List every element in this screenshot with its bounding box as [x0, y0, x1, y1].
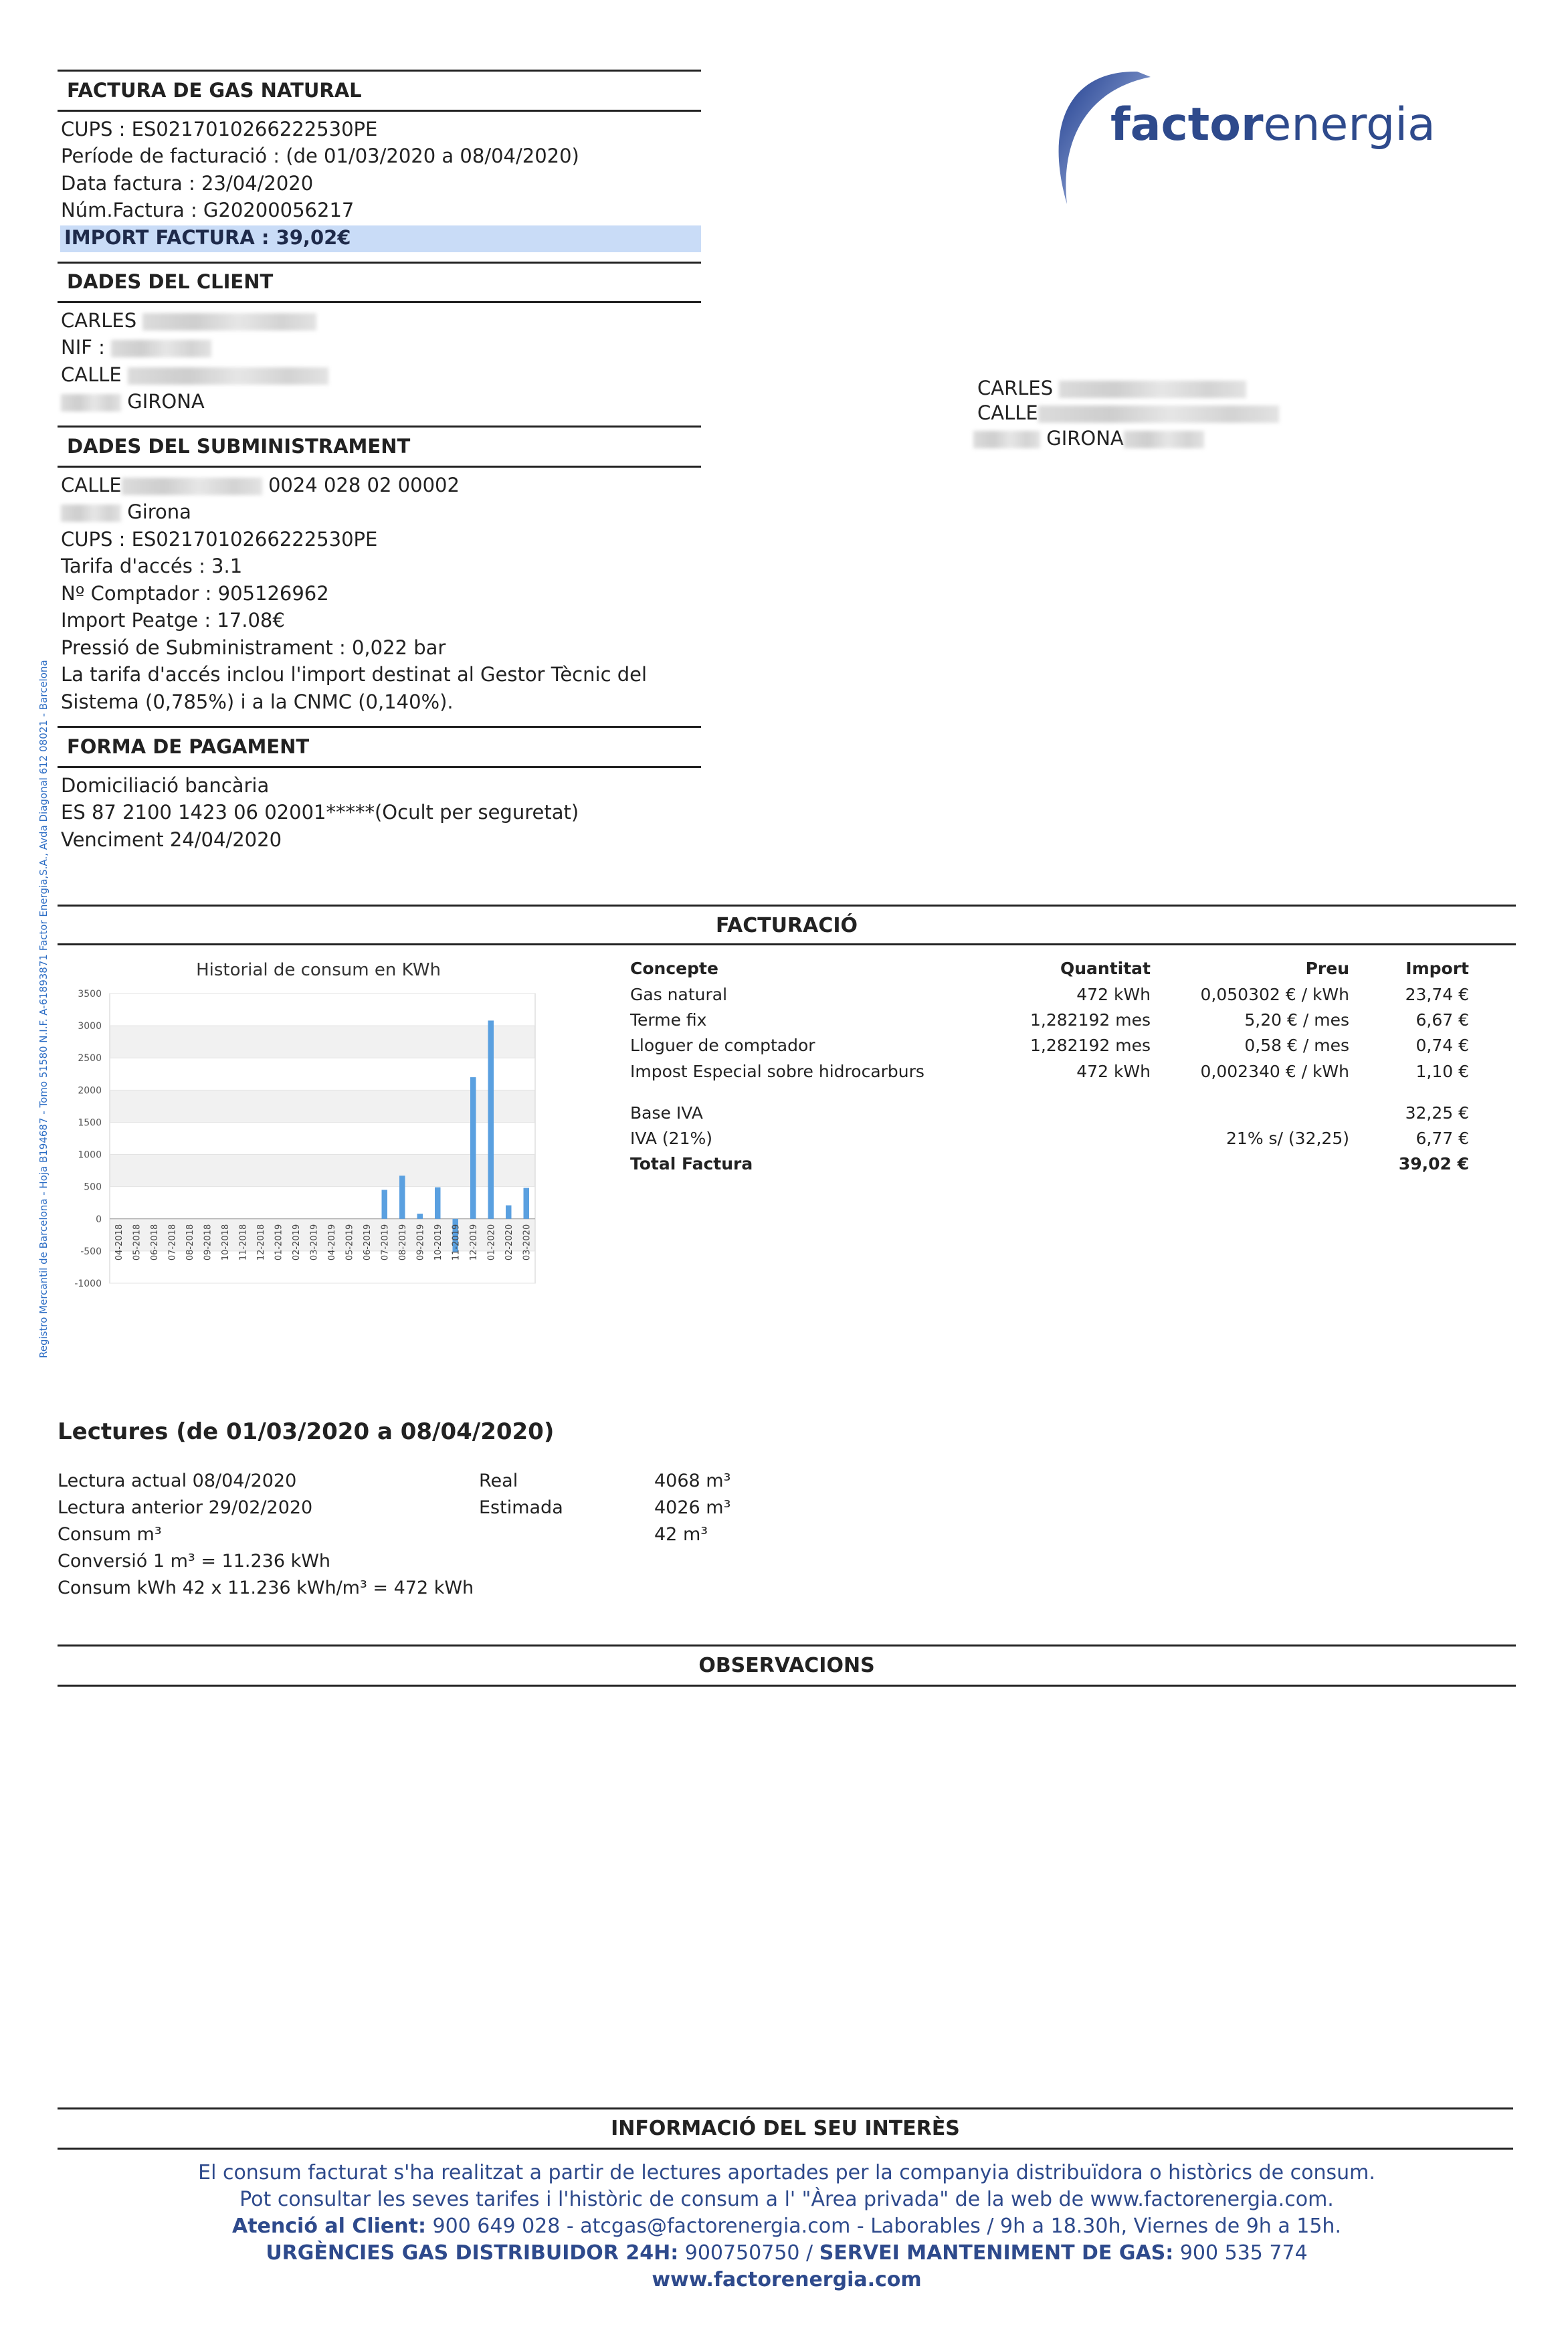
supply-tariff: Tarifa d'accés : 3.1: [61, 555, 243, 577]
divider: [58, 943, 1516, 945]
brand-name-light: energia: [1263, 98, 1436, 151]
divider: [58, 301, 701, 303]
info-attention: [58, 2215, 1516, 2238]
payment-title: FORMA DE PAGAMENT: [67, 735, 310, 758]
row-amount: 6,67 €: [1415, 1010, 1469, 1030]
address-street-text: CALLE: [977, 401, 1038, 424]
client-name: [61, 309, 316, 332]
chart-x-tick-label: 04-2019: [327, 1224, 338, 1261]
info-title: INFORMACIÓ DEL SEU INTERÈS: [611, 2117, 960, 2140]
total-amount: 39,02 €: [1398, 1154, 1469, 1173]
client-city: [61, 390, 205, 413]
client-street: [61, 363, 328, 386]
reading-current-type: Real: [479, 1471, 518, 1491]
row-qty: 472 kWh: [1076, 1062, 1151, 1081]
chart-y-tick-label: 2500: [78, 1053, 102, 1064]
row-concept: Lloguer de comptador: [630, 1036, 815, 1055]
chart-x-tick-label: 12-2018: [256, 1224, 267, 1261]
chart-x-tick-label: 11-2019: [451, 1224, 462, 1261]
info-urgent: [58, 2241, 1516, 2265]
redacted-block: [122, 478, 262, 495]
redacted-block: [61, 504, 121, 522]
conversion-text: Conversió 1 m³ = 11.236 kWh: [58, 1551, 331, 1572]
row-qty: 1,282192 mes: [1030, 1036, 1151, 1055]
address-city: [973, 427, 1204, 450]
readings-title: Lectures (de 01/03/2020 a 08/04/2020): [58, 1418, 555, 1445]
divider: [58, 766, 701, 768]
client-street-text: CALLE: [61, 363, 122, 386]
chart-x-tick-label: 07-2018: [167, 1224, 178, 1261]
row-qty: 472 kWh: [1076, 985, 1151, 1004]
invoice-period: Període de facturació : (de 01/03/2020 a 08/04/2020): [61, 145, 579, 167]
client-city-text: GIRONA: [127, 390, 205, 413]
chart-x-tick-label: 02-2019: [292, 1224, 302, 1261]
brand-name-bold: factor: [1110, 98, 1264, 151]
vat-amount: 6,77 €: [1415, 1129, 1469, 1148]
row-concept: Gas natural: [630, 985, 728, 1004]
reading-previous-label: Lectura anterior 29/02/2020: [58, 1497, 313, 1518]
row-amount: 0,74 €: [1415, 1036, 1469, 1055]
consumption-chart: [58, 953, 566, 1315]
redacted-block: [1038, 405, 1279, 423]
reading-previous-type: Estimada: [479, 1497, 563, 1518]
vat-label: IVA (21%): [630, 1129, 712, 1148]
chart-x-tick-label: 09-2019: [415, 1224, 426, 1261]
divider: [58, 110, 701, 112]
base-label: Base IVA: [630, 1103, 703, 1123]
supply-city: [61, 500, 191, 523]
row-price: 0,002340 € / kWh: [1200, 1062, 1349, 1081]
info-web-link[interactable]: www.factorenergia.com: [652, 2268, 922, 2291]
row-concept: Terme fix: [630, 1010, 707, 1030]
address-name: [977, 377, 1246, 399]
payment-due: Venciment 24/04/2020: [61, 828, 282, 851]
col-header-price: Preu: [1305, 959, 1349, 978]
chart-x-tick-label: 02-2020: [504, 1224, 515, 1261]
urgent-text: 900750750 /: [678, 2241, 819, 2265]
redacted-block: [1124, 431, 1204, 448]
chart-y-tick-label: 2000: [78, 1085, 102, 1097]
chart-bar: [506, 1206, 511, 1219]
row-amount: 1,10 €: [1415, 1062, 1469, 1081]
brand-logo: [1030, 64, 1436, 217]
urgent-label: URGÈNCIES GAS DISTRIBUIDOR 24H:: [266, 2241, 679, 2265]
invoice-cups: CUPS : ES0217010266222530PE: [61, 118, 378, 140]
chart-x-tick-label: 06-2018: [150, 1224, 161, 1261]
reading-previous-value: 4026 m³: [654, 1497, 731, 1518]
chart-bar: [417, 1214, 423, 1219]
info-line-2: Pot consultar les seves tarifes i l'històric de consum a l' "Àrea privada" de la web de www.factorenergia.com.: [239, 2188, 1334, 2211]
kwh-text: Consum kWh 42 x 11.236 kWh/m³ = 472 kWh: [58, 1578, 474, 1598]
divider: [58, 1685, 1516, 1687]
address-name-text: CARLES: [977, 377, 1054, 399]
supply-title: DADES DEL SUBMINISTRAMENT: [67, 435, 411, 458]
supply-toll: Import Peatge : 17.08€: [61, 609, 285, 632]
chart-x-tick-label: 10-2019: [433, 1224, 444, 1261]
divider: [58, 726, 701, 728]
info-line-1: El consum facturat s'ha realitzat a partir de lectures aportades per la companyia distribuïdora o històrics de consum.: [198, 2161, 1375, 2184]
base-amount: 32,25 €: [1405, 1103, 1469, 1123]
chart-x-tick-label: 11-2018: [238, 1224, 249, 1261]
maintenance-label: SERVEI MANTENIMENT DE GAS:: [819, 2241, 1174, 2265]
chart-x-tick-label: 06-2019: [363, 1224, 373, 1261]
supply-city-text: Girona: [127, 500, 191, 523]
chart-y-tick-label: 3500: [78, 989, 102, 1000]
chart-band: [110, 1026, 535, 1058]
divider: [58, 905, 1516, 907]
supply-note-1: La tarifa d'accés inclou l'import destinat al Gestor Tècnic del: [61, 663, 648, 686]
redacted-block: [128, 367, 328, 385]
invoice-number: Núm.Factura : G20200056217: [61, 199, 355, 221]
chart-x-tick-label: 03-2019: [309, 1224, 320, 1261]
consumption-label: Consum m³: [58, 1524, 162, 1545]
divider: [58, 2107, 1513, 2109]
divider: [58, 426, 701, 428]
payment-iban: ES 87 2100 1423 06 02001*****(Ocult per seguretat): [61, 801, 579, 824]
divider: [58, 70, 701, 72]
chart-x-tick-label: 01-2020: [486, 1224, 497, 1261]
chart-bar: [382, 1190, 387, 1218]
divider: [58, 1644, 1516, 1647]
redacted-block: [111, 340, 211, 357]
supply-meter: Nº Comptador : 905126962: [61, 582, 329, 605]
divider: [58, 466, 701, 468]
chart-y-tick-label: -500: [80, 1246, 102, 1257]
attention-text: 900 649 028 - atcgas@factorenergia.com - Laborables / 9h a 18.30h, Viernes de 9h a 15h.: [425, 2215, 1341, 2238]
billing-title: FACTURACIÓ: [715, 914, 858, 937]
row-price: 0,050302 € / kWh: [1200, 985, 1349, 1004]
redacted-block: [973, 431, 1040, 448]
chart-x-tick-label: 05-2018: [132, 1224, 142, 1261]
col-header-amount: Import: [1405, 959, 1469, 978]
client-name-text: CARLES: [61, 309, 137, 332]
chart-y-tick-label: -1000: [74, 1279, 102, 1289]
chart-x-tick-label: 01-2019: [274, 1224, 284, 1261]
row-qty: 1,282192 mes: [1030, 1010, 1151, 1030]
payment-method: Domiciliació bancària: [61, 774, 270, 797]
chart-plot: [58, 980, 566, 1315]
invoice-amount: IMPORT FACTURA : 39,02€: [64, 226, 351, 249]
col-header-qty: Quantitat: [1060, 959, 1151, 978]
reading-current-label: Lectura actual 08/04/2020: [58, 1471, 297, 1491]
supply-street-code: 0024 028 02 00002: [268, 474, 460, 496]
invoice-title: FACTURA DE GAS NATURAL: [67, 79, 362, 102]
client-nif-text: NIF :: [61, 336, 105, 359]
invoice-date: Data factura : 23/04/2020: [61, 172, 314, 195]
chart-y-tick-label: 3000: [78, 1021, 102, 1032]
supply-pressure: Pressió de Subministrament : 0,022 bar: [61, 636, 446, 659]
chart-x-tick-label: 09-2018: [203, 1224, 213, 1261]
chart-x-tick-label: 10-2018: [221, 1224, 231, 1261]
row-amount: 23,74 €: [1405, 985, 1469, 1004]
client-nif: [61, 336, 211, 359]
chart-bar: [470, 1077, 476, 1219]
redacted-block: [142, 313, 316, 331]
chart-bar: [435, 1188, 440, 1219]
chart-y-tick-label: 1000: [78, 1149, 102, 1161]
chart-x-tick-label: 08-2018: [185, 1224, 196, 1261]
chart-bar: [488, 1020, 494, 1218]
chart-y-tick-label: 500: [84, 1182, 102, 1193]
row-price: 0,58 € / mes: [1244, 1036, 1349, 1055]
attention-label: Atenció al Client:: [231, 2215, 426, 2238]
address-street: [977, 401, 1279, 424]
observations-title: OBSERVACIONS: [698, 1654, 875, 1677]
chart-y-tick-label: 1500: [78, 1117, 102, 1129]
supply-street: [61, 474, 460, 496]
chart-x-tick-label: 03-2020: [522, 1224, 532, 1261]
redacted-block: [61, 394, 121, 411]
chart-bar: [399, 1176, 405, 1218]
address-city-text: GIRONA: [1046, 427, 1124, 450]
chart-x-tick-label: 08-2019: [398, 1224, 409, 1261]
chart-x-tick-label: 04-2018: [114, 1224, 125, 1261]
reading-current-value: 4068 m³: [654, 1471, 731, 1491]
supply-note-2: Sistema (0,785%) i a la CNMC (0,140%).: [61, 690, 454, 713]
chart-bar: [524, 1188, 529, 1219]
row-price: 5,20 € / mes: [1244, 1010, 1349, 1030]
total-label: Total Factura: [630, 1154, 753, 1173]
vat-price: 21% s/ (32,25): [1226, 1129, 1349, 1148]
chart-y-tick-label: 0: [96, 1214, 102, 1225]
chart-x-tick-label: 05-2019: [345, 1224, 355, 1261]
chart-title: Historial de consum en KWh: [196, 960, 441, 980]
legal-vertical-text: Registro Mercantil de Barcelona - Hoja B194687 - Tomo 51580 N.I.F. A-61893871 Factor Energia,S.A., Avda Diagonal 612 08021 - Barcelona: [37, 660, 50, 1358]
redacted-block: [1059, 381, 1246, 398]
supply-street-prefix: CALLE: [61, 474, 122, 496]
supply-cups: CUPS : ES0217010266222530PE: [61, 528, 378, 551]
divider: [58, 2148, 1513, 2150]
client-title: DADES DEL CLIENT: [67, 270, 274, 293]
col-header-concept: Concepte: [630, 959, 718, 978]
divider: [58, 262, 701, 264]
maintenance-text: 900 535 774: [1173, 2241, 1308, 2265]
chart-x-tick-label: 12-2019: [469, 1224, 480, 1261]
chart-x-tick-label: 07-2019: [380, 1224, 391, 1261]
consumption-value: 42 m³: [654, 1524, 708, 1545]
row-concept: Impost Especial sobre hidrocarburs: [630, 1062, 924, 1081]
